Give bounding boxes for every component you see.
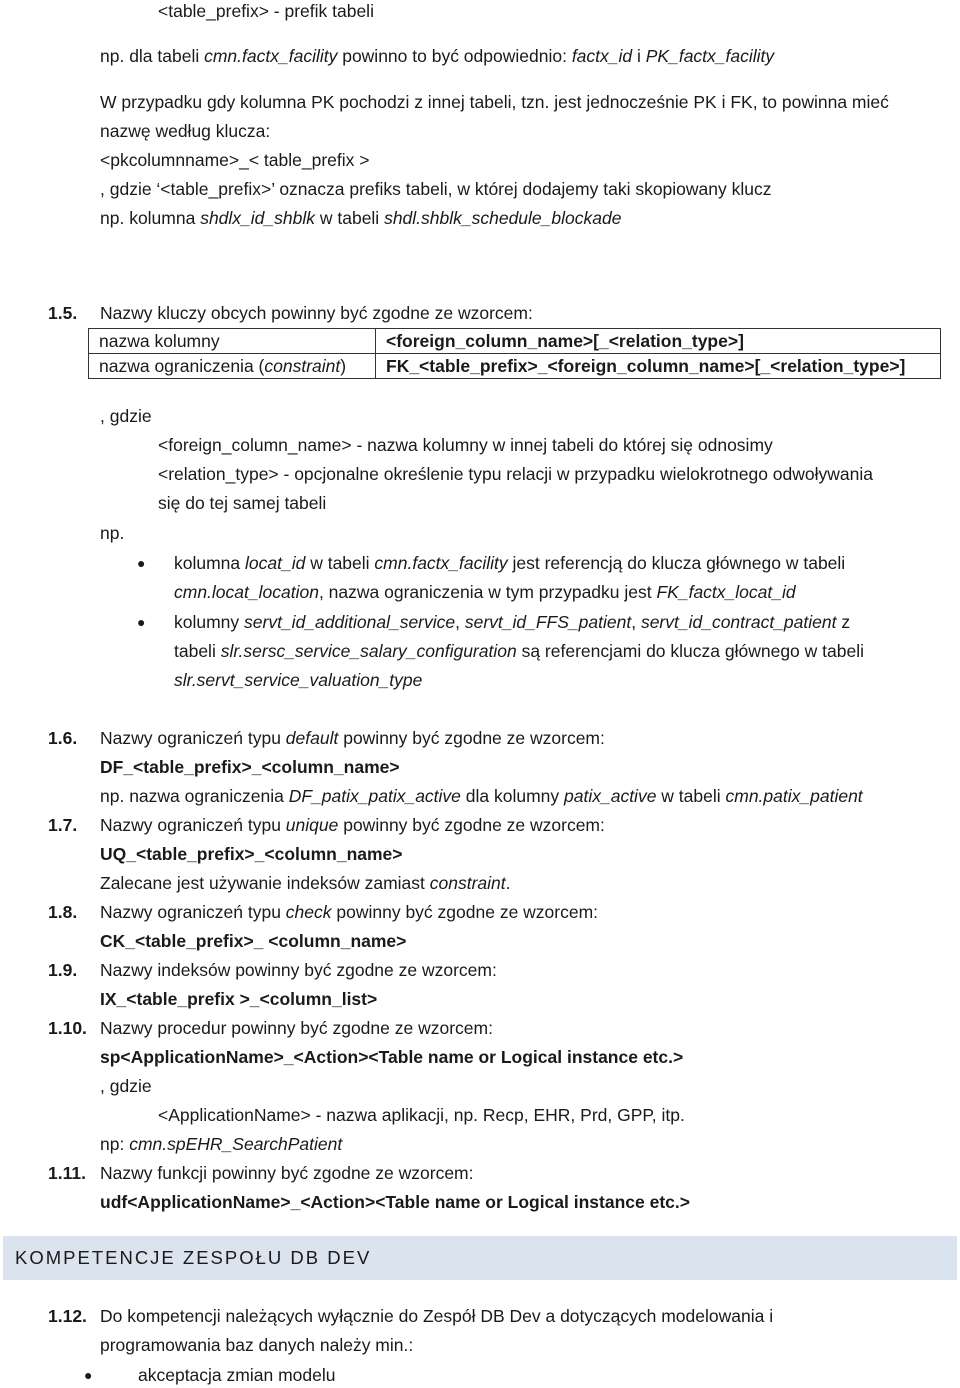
table-name: slr.servt_service_valuation_type [174,670,423,690]
table-row [89,354,941,379]
column-name: servt_id_FFS_patient [464,612,632,632]
column-name: locat_id [245,553,306,573]
paragraph-line: nazwę według klucza: [100,121,271,141]
note-line [100,872,511,894]
text: powinny być zgodne ze wzorcem: [331,902,599,922]
definition-line: <relation_type> - opcjonalne określenie typu relacji w przypadku wielokrotnego odwoływania [158,464,873,484]
table-cell [89,354,376,379]
bullet-line-cont [174,669,422,691]
bullet-line-cont [174,581,796,603]
table-cell: <foreign_column_name>[_<relation_type>] [376,329,941,354]
table-name: slr.sersc_service_salary_configuration [220,641,517,661]
pattern: sp<ApplicationName>_<Action><Table name or Logical instance etc.> [100,1047,684,1067]
text: powinny być zgodne ze wzorcem: [338,815,605,835]
text: są referencjami do klucza głównego w tabeli [516,641,864,661]
pattern: UQ_<table_prefix>_<column_name> [100,844,403,864]
text: i [632,46,646,66]
text: . [505,873,511,893]
section-heading [3,1236,957,1280]
example-line [100,785,863,807]
column-name: servt_id_contract_patient [640,612,837,632]
bullet-line-cont [174,640,864,662]
pattern: DF_<table_prefix>_<column_name> [100,757,400,777]
column-name: factx_id [571,46,633,66]
section-number: 1.10. [48,1018,87,1038]
procedure-name: cmn.spEHR_SearchPatient [129,1134,343,1154]
np-label: np. [100,523,125,543]
section-title [100,814,605,836]
table-name: cmn.patix_patient [725,786,863,806]
section-number: 1.6. [48,728,78,748]
example-line [100,1133,342,1155]
text: , nazwa ograniczenia w tym przypadku jest [318,582,657,602]
bullet-icon: ● [84,1367,93,1383]
text: check [285,902,332,922]
text: ) [340,356,347,376]
section-title: Do kompetencji należących wyłącznie do Zespół DB Dev a dotyczących modelowania i [100,1306,774,1326]
text: default [285,728,339,748]
section-number: 1.7. [48,815,78,835]
text: np: [100,1134,130,1154]
bullet-line: akceptacja zmian modelu [138,1365,336,1385]
text: z [836,612,851,632]
definition-line: <ApplicationName> - nazwa aplikacji, np. Recp, EHR, Prd, GPP, itp. [158,1105,685,1125]
section-number: 1.12. [48,1306,87,1326]
paragraph-line: W przypadku gdy kolumna PK pochodzi z innej tabeli, tzn. jest jednocześnie PK i FK, to powinna mieć [100,92,889,112]
section-title: Nazwy funkcji powinny być zgodne ze wzorcem: [100,1163,474,1183]
pattern: CK_<table_prefix>_ <column_name> [100,931,407,951]
text: Nazwy ograniczeń typu [100,728,286,748]
text: , [631,612,641,632]
pattern: udf<ApplicationName>_<Action><Table name or Logical instance etc.> [100,1192,690,1212]
bullet-icon: ● [137,555,146,571]
text: w tabeli [656,786,726,806]
text: jest referencją do klucza głównego w tabeli [507,553,846,573]
constraint-name: PK_factx_facility [645,46,775,66]
text: w tabeli [305,553,375,573]
column-name: patix_active [564,786,657,806]
bullet-line [174,611,850,633]
text: np. nazwa ograniczenia [100,786,289,806]
table-row [89,329,941,354]
table-cell: nazwa kolumny [89,329,376,354]
section-number: 1.8. [48,902,78,922]
table-name: shdl.shblk_schedule_blockade [384,208,622,228]
text: constraint [429,873,506,893]
section-title-cont: programowania baz danych należy min.: [100,1335,414,1355]
constraint-name: FK_factx_locat_id [656,582,796,602]
example-line [100,45,774,67]
text: powinny być zgodne ze wzorcem: [338,728,605,748]
text: tabeli [174,641,221,661]
section-title [100,727,605,749]
text: np. dla tabeli [100,46,205,66]
table-name: cmn.factx_facility [374,553,508,573]
gdzie-label: , gdzie [100,1076,152,1096]
bullet-line [174,552,845,574]
table-name: cmn.locat_location [174,582,319,602]
text: Zalecane jest używanie indeksów zamiast [100,873,430,893]
section-title: Nazwy indeksów powinny być zgodne ze wzorcem: [100,960,497,980]
prefix-desc: <table_prefix> - prefik tabeli [158,1,374,21]
pattern-line: <pkcolumnname>_< table_prefix > [100,150,370,170]
table-cell: FK_<table_prefix>_<foreign_column_name>[_<relation_type>] [376,354,941,379]
section-number: 1.11. [48,1163,86,1183]
text: w tabeli [315,208,385,228]
text: , [455,612,465,632]
text: nazwa ograniczenia ( [99,356,265,376]
example-line [100,207,621,229]
definition-line: się do tej samej tabeli [158,493,327,513]
text: powinno to być odpowiednio: [337,46,572,66]
paragraph-line: , gdzie ‘<table_prefix>’ oznacza prefiks tabeli, w której dodajemy taki skopiowany klucz [100,179,772,199]
table-name: cmn.factx_facility [204,46,338,66]
section-title: Nazwy kluczy obcych powinny być zgodne ze wzorcem: [100,303,533,323]
column-name: shdlx_id_shblk [200,208,315,228]
section-number: 1.9. [48,960,78,980]
text: dla kolumny [460,786,565,806]
naming-table [88,328,941,379]
pattern: IX_<table_prefix >_<column_list> [100,989,378,1009]
text: Nazwy ograniczeń typu [100,902,286,922]
section-title: Nazwy procedur powinny być zgodne ze wzorcem: [100,1018,493,1038]
constraint-name: DF_patix_patix_active [288,786,461,806]
definition-line: <foreign_column_name> - nazwa kolumny w innej tabeli do której się odnosimy [158,435,773,455]
section-number: 1.5. [48,303,78,323]
text: kolumna [174,553,246,573]
text: np. kolumna [100,208,201,228]
text: unique [285,815,339,835]
gdzie-label: , gdzie [100,406,152,426]
section-title [100,901,598,923]
column-name: servt_id_additional_service [244,612,456,632]
heading-text: KOMPETENCJE ZESPOŁU DB DEV [15,1247,372,1268]
text: Nazwy ograniczeń typu [100,815,286,835]
text: constraint [264,356,341,376]
text: kolumny [174,612,245,632]
bullet-icon: ● [137,614,146,630]
